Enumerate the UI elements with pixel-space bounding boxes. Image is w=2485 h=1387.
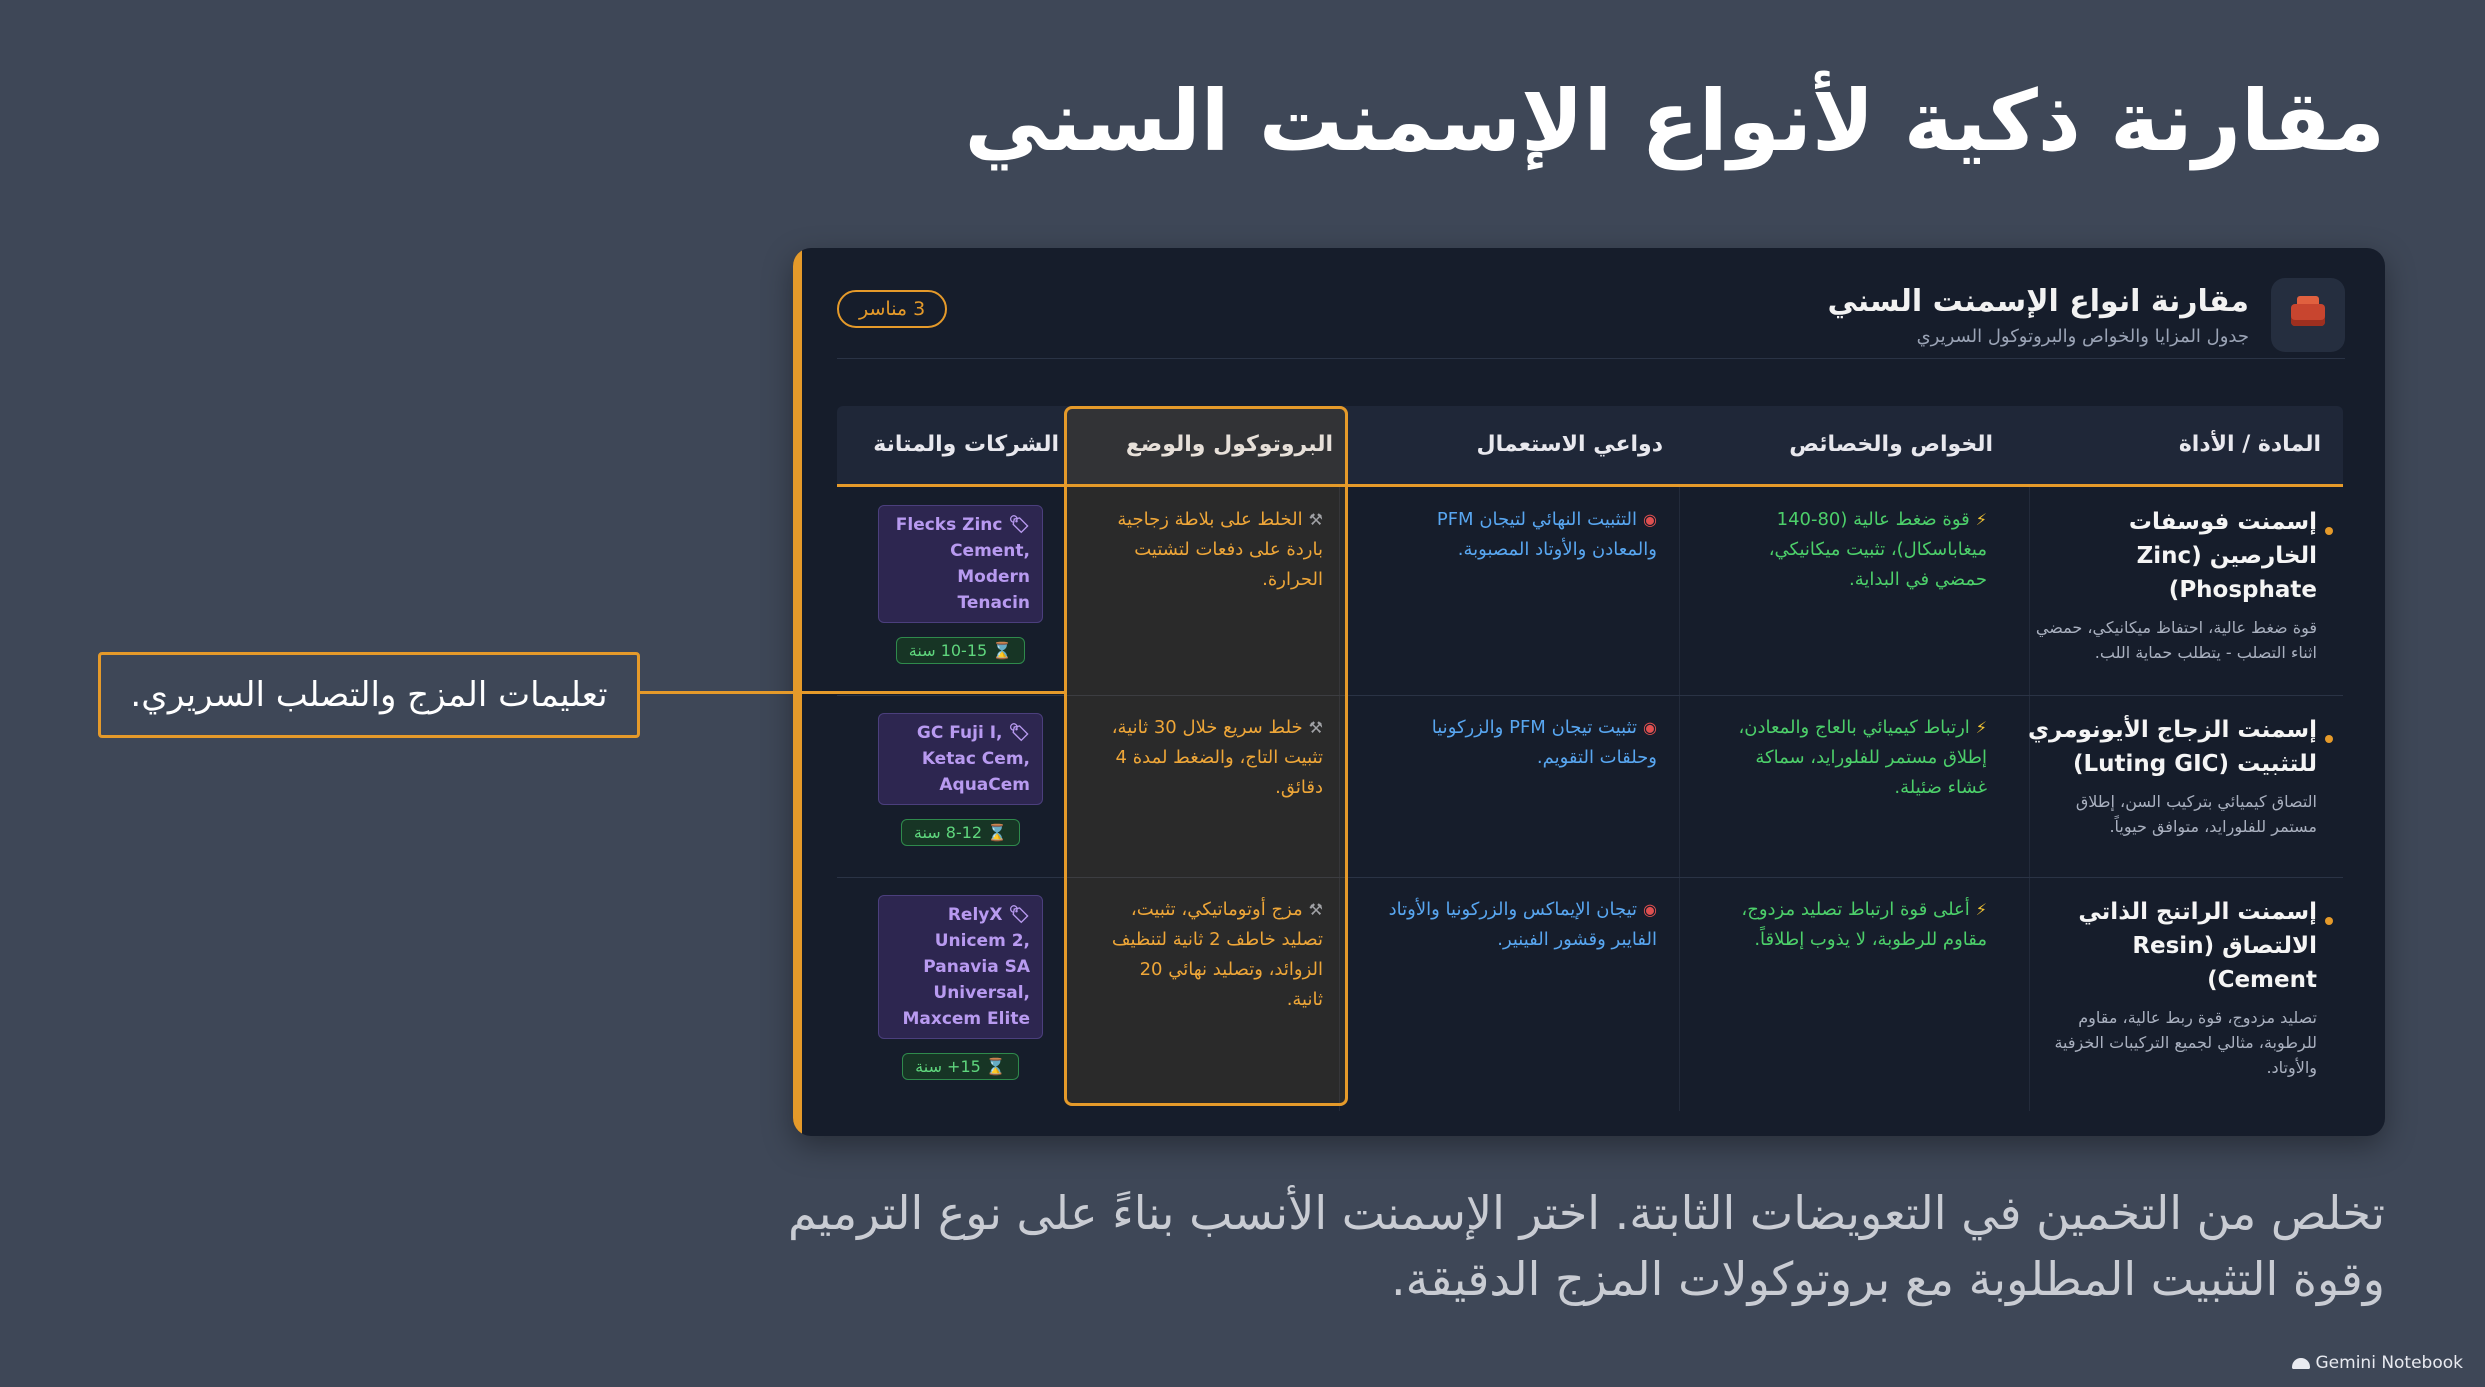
header-material: المادة / الأداة — [2178, 432, 2321, 457]
lightning-icon: ⚡ — [1975, 718, 1987, 737]
brands-cell — [878, 895, 1043, 1080]
brand-box — [878, 713, 1043, 805]
properties-text: أعلى قوة ارتباط تصليد مزدوج، مقاوم للرطوبة، لا يذوب إطلاقاً. — [1741, 899, 1987, 950]
watermark-text: Gemini Notebook — [2315, 1353, 2463, 1373]
properties-cell — [1717, 895, 1987, 955]
watermark — [2292, 1353, 2464, 1373]
properties-text: ارتباط كيميائي بالعاج والمعادن، إطلاق مستمر للفلورايد، سماكة غشاء ضئيلة. — [1738, 717, 1987, 798]
panel-title: مقارنة انواع الإسمنت السني — [1827, 284, 2249, 319]
protocol-cell — [1103, 713, 1323, 803]
tools-icon: ⚒ — [1308, 510, 1323, 529]
protocol-cell — [1103, 895, 1323, 1015]
comparison-table — [837, 406, 2343, 1111]
properties-cell — [1717, 505, 1987, 595]
uses-text: التثبيت النهائي لتيجان PFM والمعادن والأوتاد المصبوبة. — [1436, 509, 1657, 560]
durability-badge — [902, 1053, 1019, 1080]
count-badge: 3 مناسر — [837, 290, 947, 328]
tag-icon: 🏷 — [1002, 905, 1030, 925]
footer-text: تخلص من التخمين في التعويضات الثابتة. اختر الإسمنت الأنسب بناءً على نوع الترميم وقوة التثبيت المطلوبة مع بروتوكولات المزج الدقيقة. — [788, 1186, 2385, 1306]
properties-text: قوة ضغط عالية (80-140 ميغاباسكال)، تثبيت ميكانيكي، حمضي في البداية. — [1768, 509, 1987, 590]
target-icon: ◉ — [1643, 718, 1657, 737]
tools-icon: ⚒ — [1308, 900, 1323, 919]
material-desc: التصاق كيميائي بتركيب السن، إطلاق مستمر للفلورايد، متوافق حيوياً. — [2075, 792, 2317, 836]
callout-label: تعليمات المزج والتصلب السريري. — [98, 652, 640, 738]
tag-icon: 🏷 — [1002, 723, 1030, 743]
hourglass-icon: ⌛ — [980, 1057, 1006, 1076]
table-row — [837, 487, 2343, 696]
material-cell — [2027, 505, 2317, 665]
row-dot — [2325, 735, 2333, 743]
header-uses: دواعي الاستعمال — [1476, 432, 1663, 457]
protocol-text: مزج أوتوماتيكي، تثبيت، تصليد خاطف 2 ثانية لتنظيف الزوائد، وتصليد نهائي 20 ثانية. — [1111, 899, 1323, 1010]
material-name: إسمنت فوسفات الخارصين (Zinc Phosphate) — [2128, 509, 2317, 603]
uses-cell — [1377, 895, 1657, 955]
brands-text: GC Fuji I, Ketac Cem, AquaCem — [916, 723, 1030, 795]
brand-box — [878, 505, 1043, 623]
panel-header — [837, 278, 2345, 359]
tag-icon: 🏷 — [1002, 515, 1030, 535]
row-dot — [2325, 527, 2333, 535]
row-dot — [2325, 917, 2333, 925]
callout-connector — [640, 691, 1064, 694]
brand-box — [878, 895, 1043, 1039]
brands-text: RelyX Unicem 2, Panavia SA Universal, Maxcem Elite — [902, 905, 1030, 1029]
lightning-icon: ⚡ — [1975, 900, 1987, 919]
slide-title: مقارنة ذكية لأنواع الإسمنت السني — [964, 72, 2385, 170]
brick-icon — [2271, 278, 2345, 352]
material-name: إسمنت الزجاج الأيونومري للتثبيت (Luting GIC) — [2027, 717, 2317, 777]
protocol-text: خلط سريع خلال 30 ثانية، تثبيت التاج، والضغط لمدة 4 دقائق. — [1111, 717, 1323, 798]
durability-badge — [896, 637, 1025, 664]
table-row — [837, 877, 2343, 1111]
brands-cell — [878, 505, 1043, 664]
header-properties: الخواص والخصائص — [1789, 432, 1993, 457]
brands-cell — [878, 713, 1043, 846]
protocol-text: الخلط على بلاطة زجاجية باردة على دفعات لتشتيت الحرارة. — [1117, 509, 1323, 590]
panel-subtitle: جدول المزايا والخواص والبروتوكول السريري — [1916, 326, 2249, 347]
years-text: 15+ سنة — [915, 1057, 981, 1076]
uses-cell — [1377, 505, 1657, 565]
tools-icon: ⚒ — [1308, 718, 1323, 737]
lightning-icon: ⚡ — [1975, 510, 1987, 529]
years-text: 10-15 سنة — [908, 641, 988, 660]
target-icon: ◉ — [1643, 510, 1657, 529]
properties-cell — [1717, 713, 1987, 803]
table-header — [837, 406, 2343, 487]
target-icon: ◉ — [1643, 900, 1657, 919]
uses-cell — [1377, 713, 1657, 773]
brands-text: Flecks Zinc Cement, Modern Tenacin — [895, 515, 1030, 613]
header-brands: الشركات والمتانة — [873, 432, 1059, 457]
uses-text: تثبيت تيجان PFM والزركونيا وحلقات التقويم. — [1431, 717, 1657, 768]
header-protocol: البروتوكول والوضع — [1125, 432, 1333, 457]
material-desc: تصليد مزدوج، قوة ربط عالية، مقاوم للرطوبة، مثالي لجميع التركيبات الخزفية والأوتاد. — [2054, 1008, 2317, 1077]
material-cell — [2027, 713, 2317, 839]
table-row — [837, 695, 2343, 878]
uses-text: تيجان الإيماكس والزركونيا والأوتاد الفايبر وقشور الفينير. — [1388, 899, 1657, 950]
durability-badge — [901, 819, 1020, 846]
hourglass-icon: ⌛ — [987, 641, 1013, 660]
protocol-cell — [1103, 505, 1323, 595]
material-name: إسمنت الراتنج الذاتي الالتصاق (Resin Cement) — [2078, 899, 2317, 993]
material-desc: قوة ضغط عالية، احتفاظ ميكانيكي، حمضي اثناء التصلب - يتطلب حماية اللب. — [2035, 618, 2317, 662]
hourglass-icon: ⌛ — [982, 823, 1008, 842]
notebook-icon — [2292, 1358, 2310, 1369]
years-text: 8-12 سنة — [913, 823, 983, 842]
material-cell — [2027, 895, 2317, 1080]
